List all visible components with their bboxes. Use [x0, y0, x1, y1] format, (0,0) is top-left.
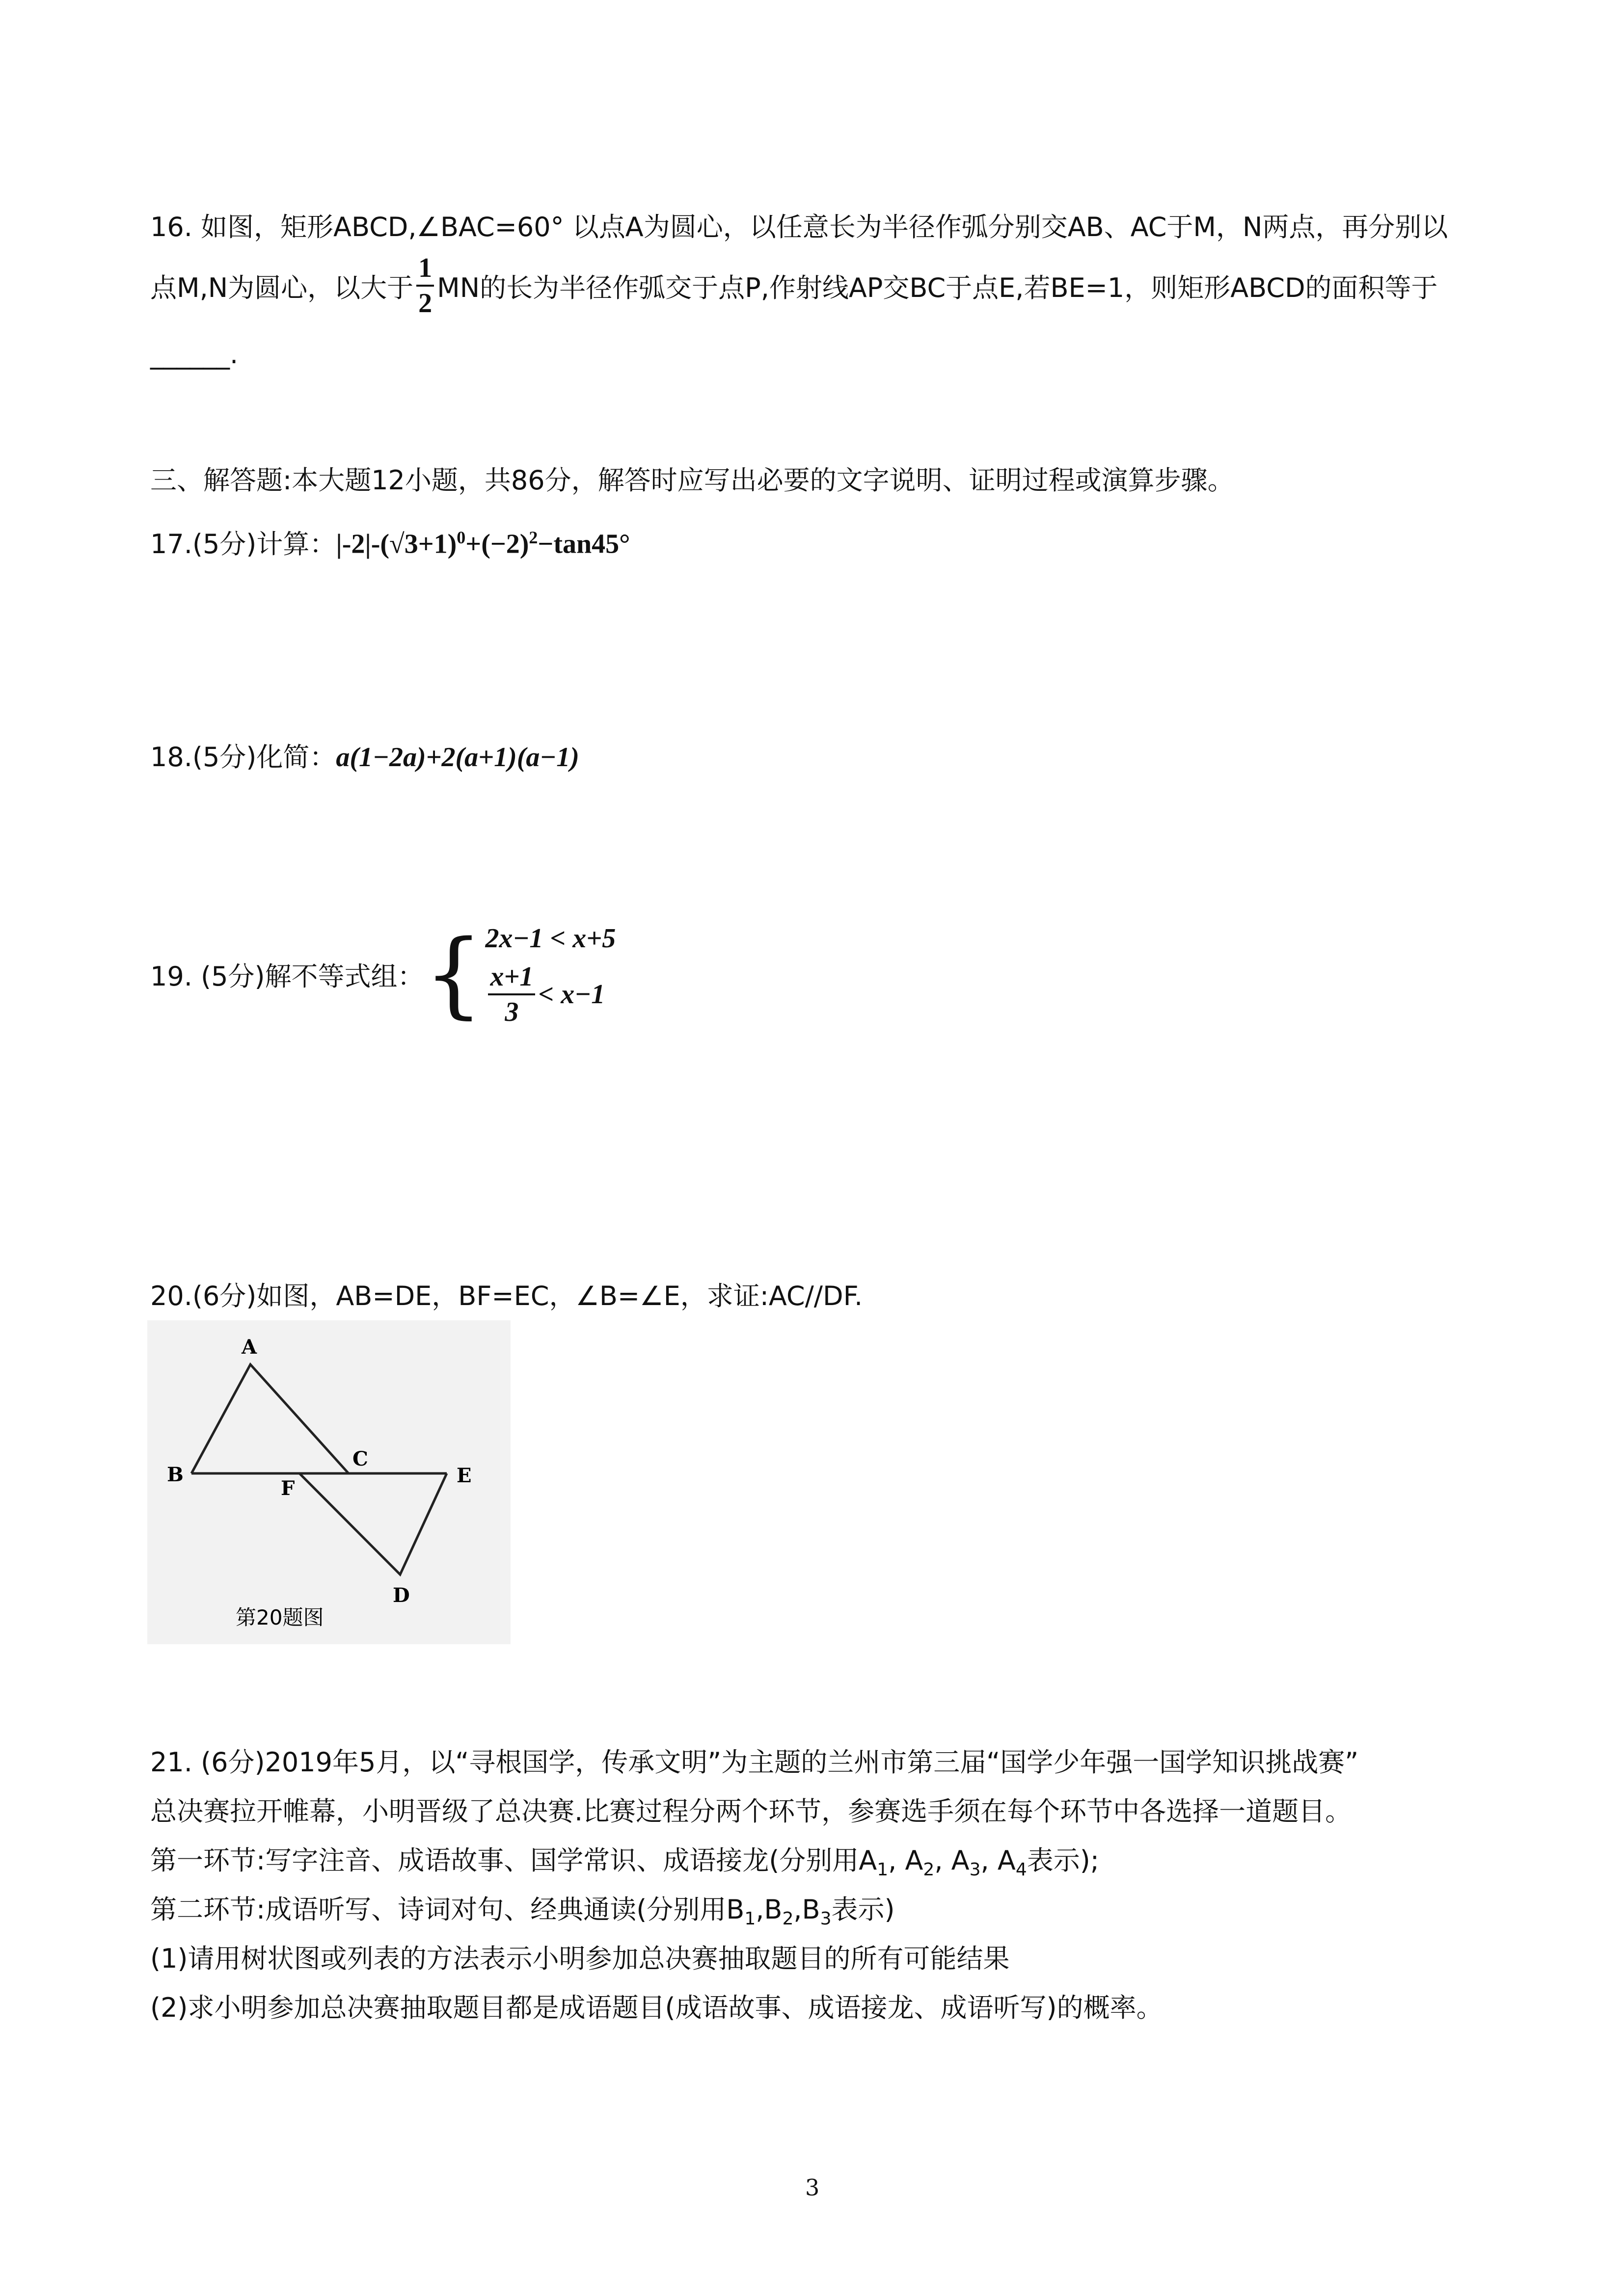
q16-frac-num: 1 [416, 254, 434, 287]
q19-label: 19. (5分)解不等式组： [150, 961, 424, 992]
q21-line5: (1)请用树状图或列表的方法表示小明参加总决赛抽取题目的所有可能结果 [150, 1943, 1010, 1974]
q21-line6: (2)求小明参加总决赛抽取题目都是成语题目(成语故事、成语接龙、成语听写)的概率。 [150, 1992, 1163, 2023]
q17-expr-c: −tan45° [538, 529, 630, 560]
q16-frac-den: 2 [418, 288, 433, 319]
q19-brace: { [424, 920, 484, 1028]
q16-answer-blank: ______. [150, 339, 239, 370]
comma: , [793, 1894, 802, 1925]
q16-line2-a: 点M,N为圆心，以大于 [150, 272, 414, 303]
q17-exp-2: 2 [529, 528, 538, 548]
q16-fraction [416, 254, 434, 317]
q17-exp-0: 0 [457, 528, 466, 548]
label-d: D [393, 1584, 410, 1607]
sep: , [888, 1845, 905, 1876]
q19-inequality-2-rest: < x−1 [538, 979, 605, 1010]
section-3-heading: 三、解答题:本大题12小题，共86分，解答时应写出必要的文字说明、证明过程或演算步骤。 [150, 465, 1234, 496]
q19-inequality-1: 2x−1 < x+5 [485, 923, 616, 954]
q21-line3-tail: 表示); [1027, 1845, 1099, 1876]
q16-line2 [150, 254, 1438, 317]
page-number: 3 [805, 2174, 820, 2201]
q19 [150, 920, 616, 1028]
sub-b2: 2 [782, 1908, 794, 1929]
figure-caption: 第20题图 [236, 1605, 324, 1629]
q19-fraction [488, 963, 535, 1026]
q21-line2: 总决赛拉开帷幕，小明晋级了总决赛.比赛过程分两个环节，参赛选手须在每个环节中各选择一道题目。 [150, 1796, 1352, 1827]
q21-line3 [150, 1840, 1099, 1880]
a4-letter: A [997, 1845, 1016, 1876]
comma: , [756, 1894, 764, 1925]
b2-letter: B [764, 1894, 783, 1925]
a2-letter: A [905, 1845, 923, 1876]
q21-line4-tail: 表示) [831, 1894, 895, 1925]
q19-system [485, 923, 616, 1026]
figure-background [147, 1320, 511, 1644]
a3-letter: A [951, 1845, 970, 1876]
q21-line3-text: 第一环节:写字注音、成语故事、国学常识、成语接龙(分别用A [150, 1845, 877, 1876]
sub-a3: 3 [969, 1859, 981, 1880]
q20-figure [147, 1320, 511, 1644]
label-e: E [457, 1464, 472, 1487]
sub-b1: 1 [744, 1908, 756, 1929]
q19-frac-num: x+1 [488, 963, 535, 995]
sep: , [980, 1845, 998, 1876]
q17-expr-a: |-2|-(√3+1) [336, 529, 457, 560]
q17-label: 17.(5分)计算： [150, 529, 336, 560]
b3-letter: B [802, 1894, 820, 1925]
sub-a1: 1 [877, 1859, 889, 1880]
label-a: A [242, 1335, 257, 1359]
q21-line4 [150, 1889, 895, 1929]
q20-text: 20.(6分)如图，AB=DE，BF=EC，∠B=∠E，求证:AC//DF. [150, 1281, 863, 1311]
q16-line2-b: MN的长为半径作弧交于点P,作射线AP交BC于点E,若BE=1，则矩形ABCD的面积等于 [437, 272, 1438, 303]
q21-line1: 21. (6分)2019年5月，以“寻根国学，传承文明”为主题的兰州市第三届“国学少年强一国学知识挑战赛” [150, 1747, 1359, 1778]
q17-expression [336, 527, 630, 560]
q18-label: 18.(5分)化简： [150, 742, 336, 773]
sub-a2: 2 [923, 1859, 935, 1880]
sub-a4: 4 [1015, 1859, 1027, 1880]
q21-line4-text: 第二环节:成语听写、诗词对句、经典通读(分别用B [150, 1894, 745, 1925]
q16-line1: 16. 如图，矩形ABCD,∠BAC=60° 以点A为圆心，以任意长为半径作弧分别交AB、AC于M，N两点，再分别以 [150, 212, 1448, 242]
label-f: F [281, 1477, 295, 1500]
q19-inequality-2 [485, 963, 616, 1026]
q18-expression: a(1−2a)+2(a+1)(a−1) [336, 742, 579, 773]
q18 [150, 736, 579, 774]
label-b: B [167, 1463, 184, 1486]
sub-b3: 3 [820, 1908, 832, 1929]
q19-frac-den: 3 [505, 997, 519, 1027]
q17-expr-b: +(−2) [465, 529, 529, 560]
q17 [150, 523, 630, 561]
label-c: C [352, 1447, 368, 1470]
sep: , [934, 1845, 951, 1876]
